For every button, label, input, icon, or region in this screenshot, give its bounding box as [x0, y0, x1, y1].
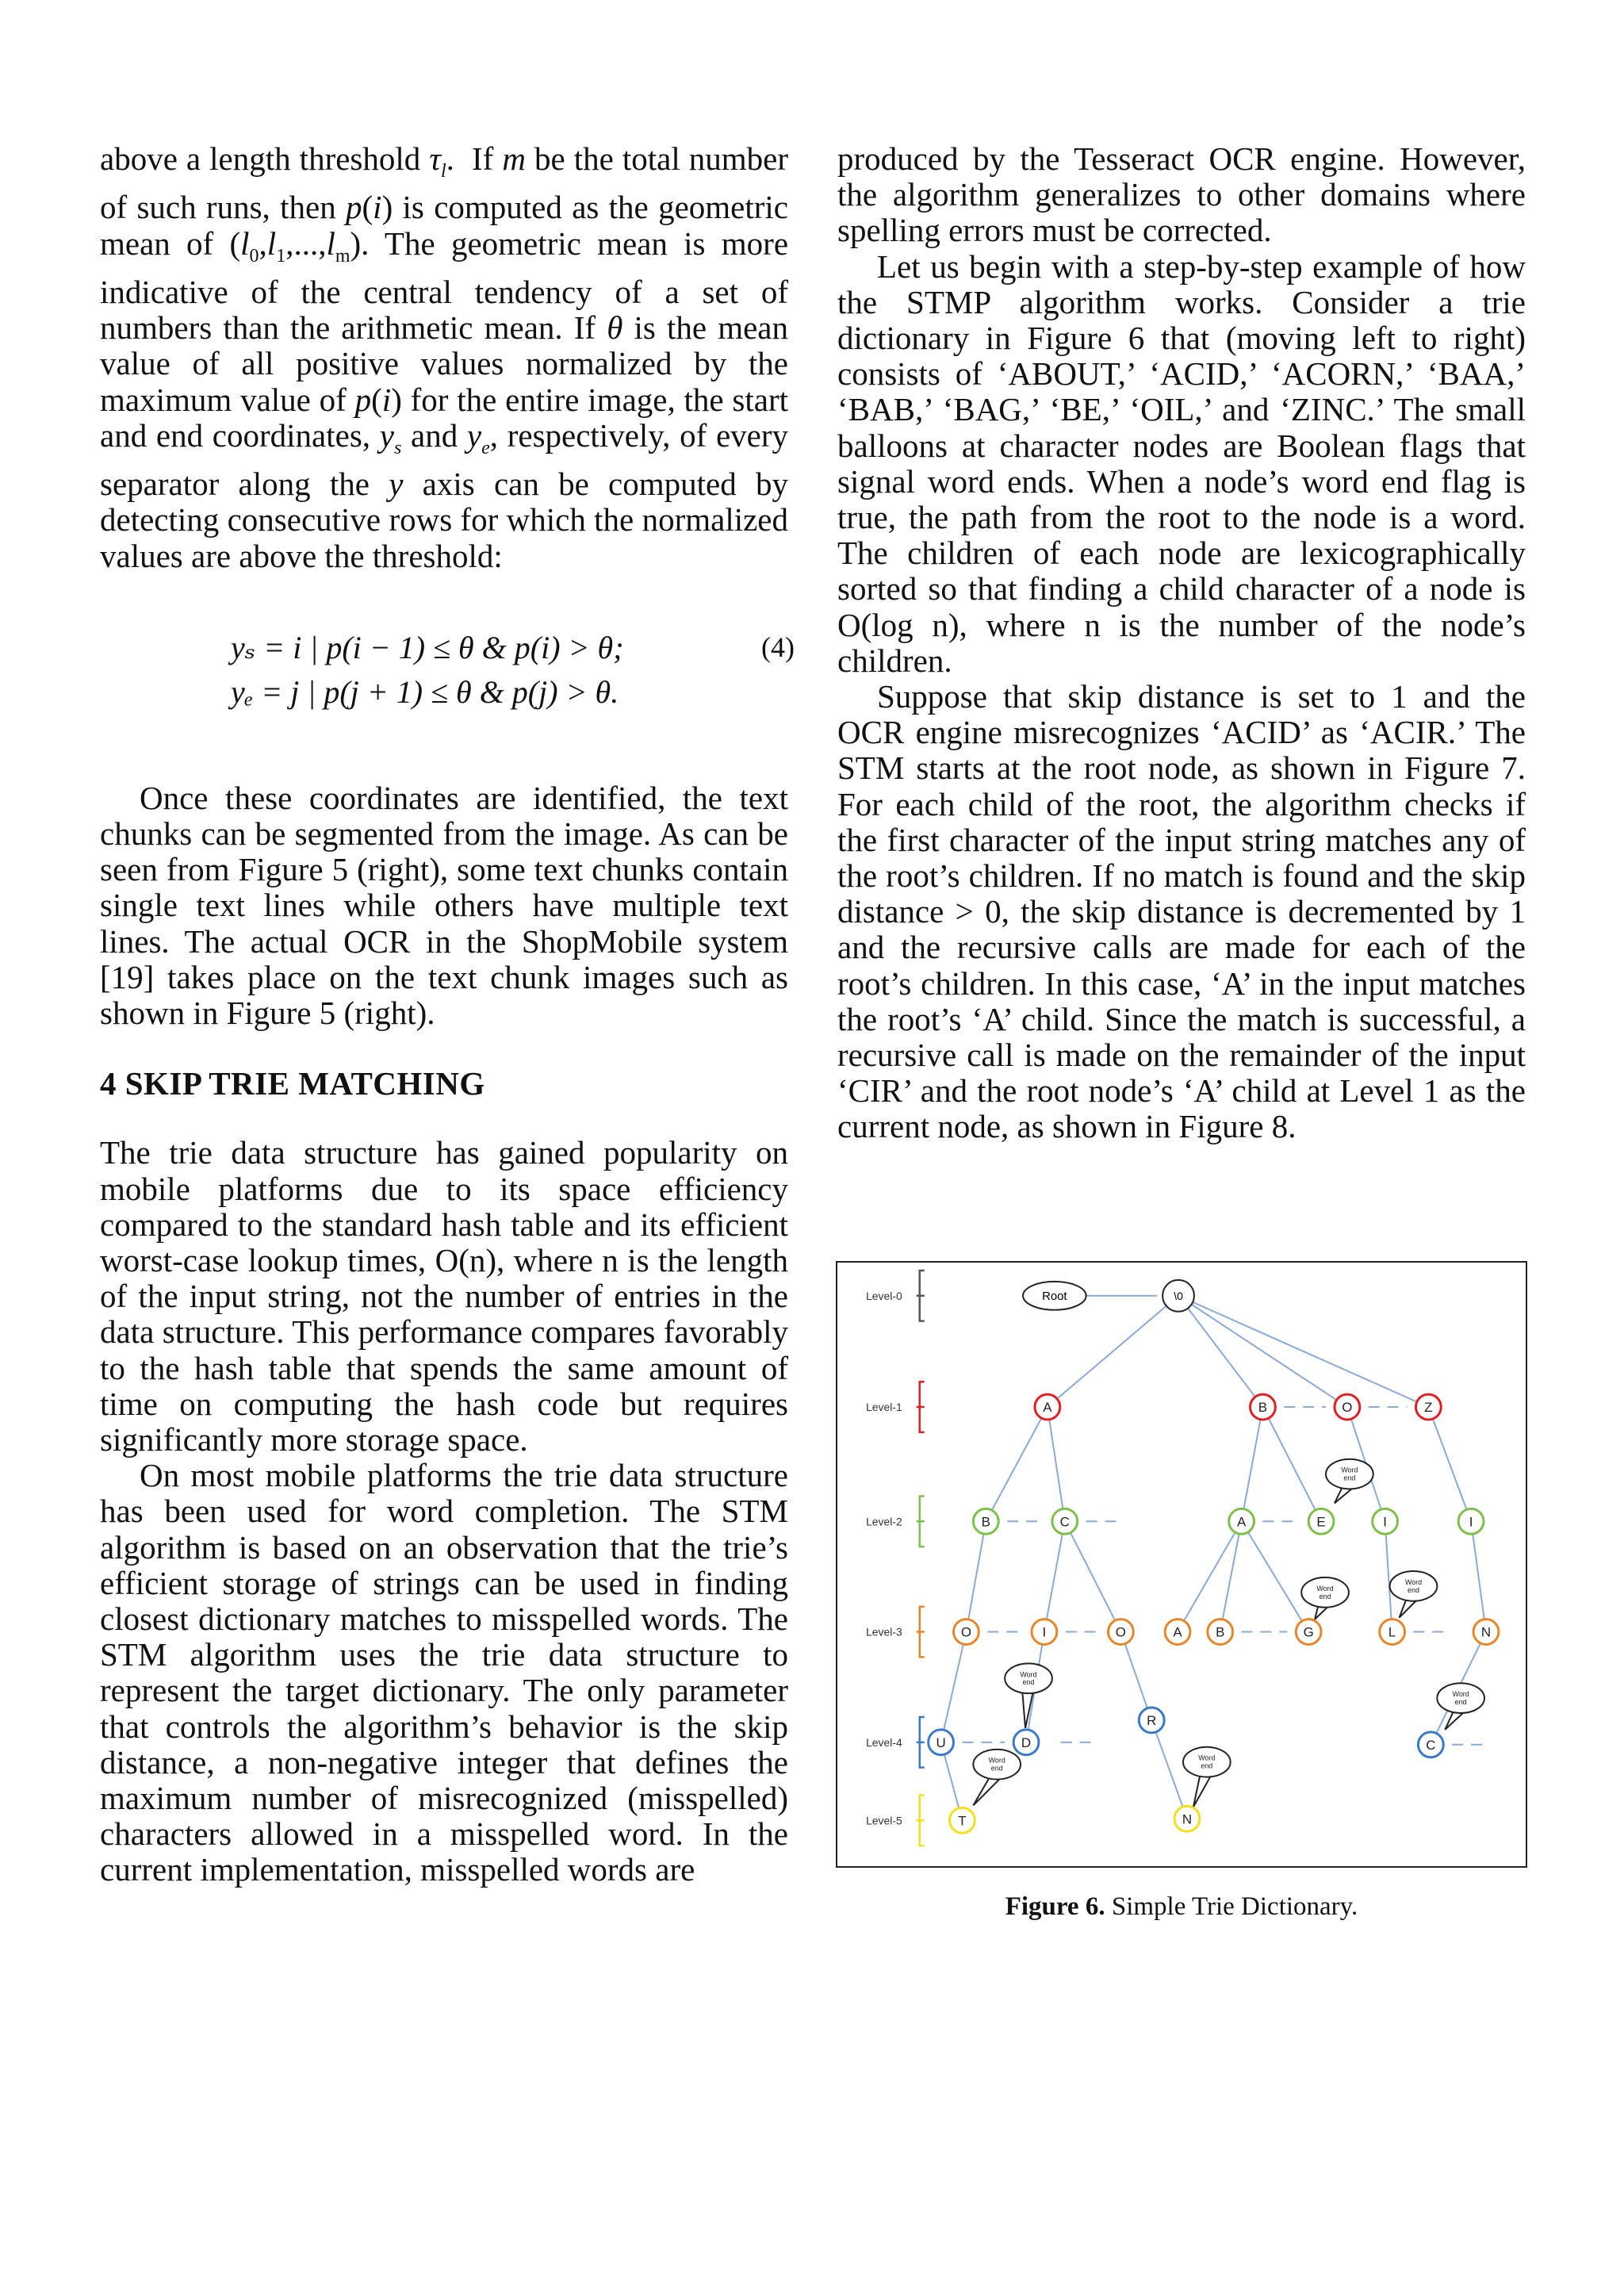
trie-node-i — [1032, 1619, 1057, 1645]
word-end-balloon — [1437, 1683, 1484, 1730]
svg-text:end: end — [990, 1764, 1003, 1773]
trie-edge — [1065, 1521, 1121, 1631]
paragraph-tesseract: produced by the Tesseract OCR engine. However, the algorithm generalizes to other domains where spelling errors must be corrected. — [837, 140, 1526, 249]
trie-edge — [1242, 1407, 1263, 1521]
trie-node-e — [1308, 1508, 1334, 1534]
trie-edge — [1178, 1296, 1347, 1407]
trie-node-l — [1380, 1619, 1405, 1645]
trie-edge — [1428, 1407, 1471, 1521]
word-end-balloon — [1183, 1747, 1231, 1807]
svg-text:I: I — [1383, 1514, 1388, 1530]
section-heading: 4 SKIP TRIE MATCHING — [100, 1065, 485, 1102]
null-node — [1162, 1280, 1194, 1312]
trie-node-n — [1473, 1619, 1499, 1645]
trie-edge — [1151, 1720, 1187, 1819]
svg-text:O: O — [960, 1624, 972, 1640]
trie-node-r — [1139, 1708, 1164, 1733]
trie-node-a — [1035, 1394, 1060, 1420]
left-column — [100, 140, 795, 1888]
trie-edge — [1262, 1407, 1321, 1521]
svg-text:N: N — [1480, 1624, 1492, 1640]
paragraph-threshold: above a length threshold $\tau_l$. If m be the total number of such runs, then p(i) is computed as the geometric mean of $(l_0,l_1,...,l_m)$. The geometric mean is more indicative of the central tendency of a set of numbers than the arithmetic mean. If θ is the mean value of all positive values normalized by the maximum value of p(i) for the entire image, the start and end coordinates, $y_s$ and $y_e$, respectively, of every separator along the y axis can be computed by detecting consecutive rows for which the normalized values are above the threshold: — [100, 140, 789, 574]
trie-node-b — [1251, 1394, 1276, 1420]
trie-node-a — [1165, 1619, 1190, 1645]
level-bracket — [917, 1271, 925, 1321]
paragraph-skip-distance: Suppose that skip distance is set to 1 and the OCR engine misrecognizes ‘ACID’ as ‘ACIR.’ The STM starts at the root node, as shown in Figure 7. For each child of the root, the algorithm checks if the first character of the input string matches any of the root’s children. If no match is found and the skip distance > 0, the skip distance is decremented by 1 and the recursive calls are made for each of the root’s children. In this case, ‘A’ in the input matches the root’s ‘A’ child. Since the match is successful, a recursive call is made on the remainder of the input ‘CIR’ and the root node’s ‘A’ child at Level 1 as the current node, as shown in Figure 8. — [837, 678, 1526, 1145]
trie-edge — [1178, 1521, 1242, 1631]
trie-edge — [1048, 1407, 1065, 1521]
trie-node-o — [1108, 1619, 1133, 1645]
level-label: Level-5 — [866, 1814, 902, 1827]
svg-text:O: O — [1342, 1400, 1353, 1416]
trie-node-u — [929, 1730, 954, 1755]
word-end-balloon — [1326, 1459, 1373, 1504]
paragraph-trie-intro: The trie data structure has gained popularity on mobile platforms due to its space efficiency compared to the standard hash table and its efficient worst-case lookup times, O(n), where n is the length of the input string, not the number of entries in the data structure. This performance compares favorably to the hash table that spends the same amount of time on computing the hash code but requires significantly more storage space. — [100, 1134, 788, 1458]
trie-edge — [941, 1632, 967, 1742]
word-end-balloon — [1301, 1577, 1349, 1619]
figure-caption-text: Simple Trie Dictionary. — [1111, 1892, 1358, 1921]
svg-text:C: C — [1059, 1514, 1070, 1530]
trie-node-o — [1335, 1394, 1360, 1420]
svg-text:R: R — [1147, 1712, 1157, 1728]
level-bracket — [917, 1496, 925, 1547]
svg-text:B: B — [1216, 1624, 1225, 1640]
figure-caption-label: Figure 6. — [1005, 1892, 1105, 1921]
trie-node-n — [1174, 1806, 1200, 1831]
svg-text:A: A — [1043, 1400, 1052, 1416]
svg-text:end: end — [1319, 1592, 1331, 1600]
trie-edge — [1385, 1521, 1392, 1631]
level-label: Level-0 — [866, 1289, 902, 1302]
right-column — [837, 141, 1526, 1145]
svg-text:E: E — [1316, 1514, 1326, 1530]
equation-4 — [100, 629, 795, 725]
svg-text:A: A — [1236, 1514, 1247, 1530]
svg-text:G: G — [1303, 1624, 1314, 1640]
svg-text:\0: \0 — [1174, 1289, 1183, 1302]
svg-text:end: end — [1454, 1698, 1467, 1707]
figure-caption — [836, 1892, 1527, 1922]
trie-node-c — [1052, 1508, 1078, 1534]
word-end-balloon — [1390, 1571, 1438, 1618]
paragraph-segmentation: Once these coordinates are identified, the text chunks can be segmented from the image. As can be seen from Figure 5 (right), some text chunks contain single text lines while others have multiple text lines. The actual OCR in the ShopMobile system [19] takes place on the text chunk images such as shown in Figure 5 (right). — [100, 779, 788, 1032]
level-label: Level-3 — [866, 1625, 902, 1639]
svg-text:Root: Root — [1042, 1289, 1067, 1303]
svg-text:Word: Word — [1020, 1670, 1037, 1679]
trie-node-g — [1296, 1619, 1321, 1645]
svg-text:T: T — [958, 1813, 967, 1829]
trie-node-d — [1013, 1730, 1039, 1755]
svg-text:end: end — [1343, 1474, 1356, 1482]
svg-text:Word: Word — [1404, 1577, 1423, 1586]
trie-node-z — [1415, 1394, 1441, 1420]
trie-edge — [986, 1407, 1048, 1521]
trie-node-c — [1418, 1732, 1443, 1757]
level-bracket — [917, 1795, 925, 1846]
trie-node-a — [1229, 1508, 1254, 1534]
trie-edge — [1220, 1521, 1242, 1631]
trie-node-o — [954, 1619, 979, 1645]
trie-edge — [1120, 1632, 1151, 1720]
level-bracket — [917, 1382, 925, 1432]
trie-edge — [1048, 1296, 1178, 1407]
trie-edge — [1178, 1296, 1428, 1407]
svg-text:D: D — [1021, 1734, 1032, 1750]
paragraph-example: Let us begin with a step-by-step example of how the STMP algorithm works. Consider a trie dictionary in Figure 6 that (moving left to right) consists of ‘ABOUT,’ ‘ACID,’ ‘ACORN,’ ‘BAA,’ ‘BAB,’ ‘BAG,’ ‘BE,’ ‘OIL,’ and ‘ZINC.’ The small balloons at character nodes are Boolean flags that signal word ends. When a node’s word end flag is true, the path from the root to the node is a word. The children of each node are lexicographically sorted so that finding a child character of a node is O(log n), where n is the number of the node’s children. — [837, 247, 1526, 679]
trie-figure — [836, 1261, 1527, 1868]
svg-text:end: end — [1201, 1761, 1213, 1770]
trie-edge — [1044, 1521, 1065, 1631]
svg-text:Word: Word — [1198, 1754, 1216, 1762]
paragraph-stm-algorithm: On most mobile platforms the trie data structure has been used for word completion. The STM algorithm is based on an observation that the trie’s efficient storage of strings can be used in finding closest dictionary matches to misspelled words. The STM algorithm uses the trie data structure to represent the target dictionary. The only parameter that controls the algorithm’s behavior is the skip distance, a non-negative integer that defines the maximum number of misrecognized (misspelled) characters allowed in a misspelled word. In the current implementation, misspelled words are — [100, 1457, 788, 1888]
svg-text:U: U — [936, 1734, 946, 1750]
svg-text:end: end — [1022, 1678, 1035, 1687]
svg-text:Z: Z — [1424, 1400, 1433, 1416]
trie-edge — [1242, 1521, 1309, 1631]
word-end-balloon — [1005, 1663, 1052, 1728]
svg-text:O: O — [1115, 1624, 1126, 1640]
trie-node-b — [1208, 1619, 1233, 1645]
svg-text:I: I — [1042, 1624, 1047, 1640]
svg-text:B: B — [981, 1514, 990, 1530]
svg-text:A: A — [1173, 1624, 1182, 1640]
trie-edge — [966, 1521, 986, 1631]
svg-text:N: N — [1182, 1811, 1193, 1827]
level-label: Level-4 — [866, 1735, 902, 1749]
trie-node-t — [950, 1807, 975, 1833]
trie-node-b — [973, 1508, 998, 1534]
level-bracket — [917, 1607, 925, 1658]
trie-diagram — [837, 1263, 1526, 1866]
svg-text:L: L — [1388, 1624, 1396, 1640]
svg-text:B: B — [1258, 1400, 1268, 1416]
svg-text:Word: Word — [1452, 1690, 1469, 1699]
svg-text:Word: Word — [1341, 1466, 1358, 1474]
level-label: Level-1 — [866, 1401, 902, 1414]
equation-line-end: yₑ = j | p(j + 1) ≤ θ & p(j) > θ. — [231, 673, 619, 710]
level-label: Level-2 — [866, 1515, 902, 1528]
svg-text:Word: Word — [1316, 1584, 1334, 1593]
svg-text:Word: Word — [988, 1756, 1005, 1765]
trie-edge — [1178, 1296, 1262, 1407]
svg-text:C: C — [1426, 1737, 1436, 1753]
trie-node-i — [1458, 1508, 1484, 1534]
level-bracket — [917, 1717, 925, 1768]
trie-node-i — [1373, 1508, 1398, 1534]
equation-line-start: yₛ = i | p(i − 1) ≤ θ & p(i) > θ; — [231, 629, 624, 665]
root-node — [1023, 1282, 1086, 1310]
trie-edge — [1471, 1521, 1486, 1631]
svg-text:end: end — [1408, 1585, 1419, 1594]
svg-text:I: I — [1469, 1514, 1473, 1530]
equation-number: (4) — [761, 631, 795, 663]
word-end-balloon — [973, 1750, 1021, 1806]
